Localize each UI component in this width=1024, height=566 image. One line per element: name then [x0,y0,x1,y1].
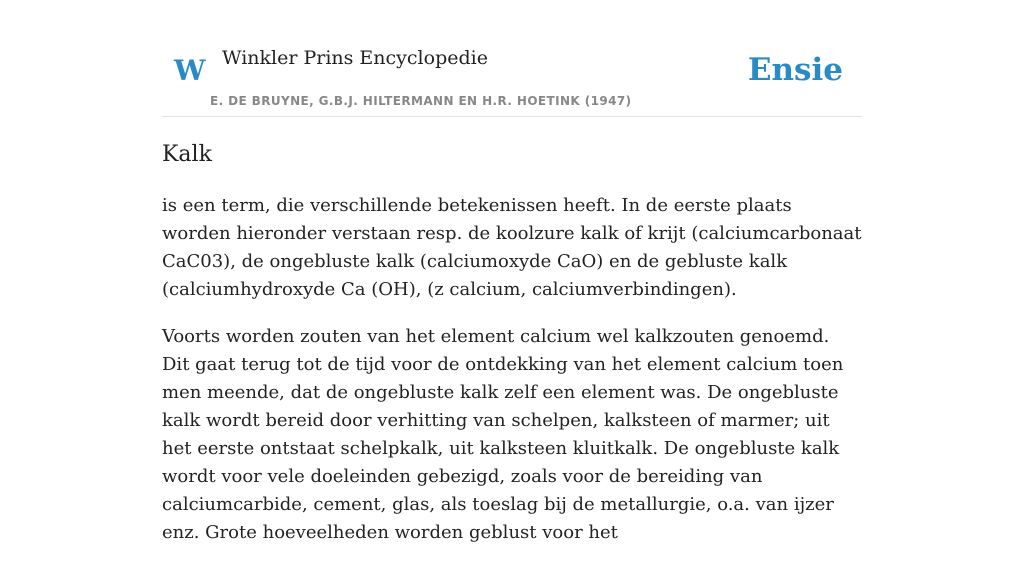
article-paragraph: is een term, die verschillende betekenissen heeft. In de eerste plaats worden hieronder verstaan resp. de koolzure kalk of krijt (calciumcarbonaat CaC03), de ongebluste kalk (calciumoxyde CaO) en de gebluste kalk (calciumhydroxyde Ca (OH), (z calcium, calciumverbindingen). [162,195,862,300]
page-title: Kalk [162,142,212,167]
book-title[interactable]: Winkler Prins Encyclopedie [222,47,488,69]
winkler-prins-logo[interactable]: W [174,54,206,87]
book-authors: E. DE BRUYNE, G.B.J. HILTERMANN EN H.R. HOETINK (1947) [210,94,632,108]
page-header [162,0,862,117]
article-body [162,192,862,566]
article-paragraph: Voorts worden zouten van het element calcium wel kalkzouten genoemd. Dit gaat terug tot de tijd voor de ontdekking van het element calcium toen men meende, dat de ongebluste kalk zelf een element was. De ongebluste kalk wordt bereid door verhitting van schelpen, kalksteen of marmer; uit het eerste ontstaat schelpkalk, uit kalksteen kluitkalk. De ongebluste kalk wordt voor vele doeleinden gebezigd, zoals voor de bereiding van calciumcarbide, cement, glas, als toeslag bij de metallurgie, o.a. van ijzer enz. Grote hoeveelheden worden geblust voor het [162,326,844,543]
ensie-logo[interactable]: Ensie [747,52,843,88]
